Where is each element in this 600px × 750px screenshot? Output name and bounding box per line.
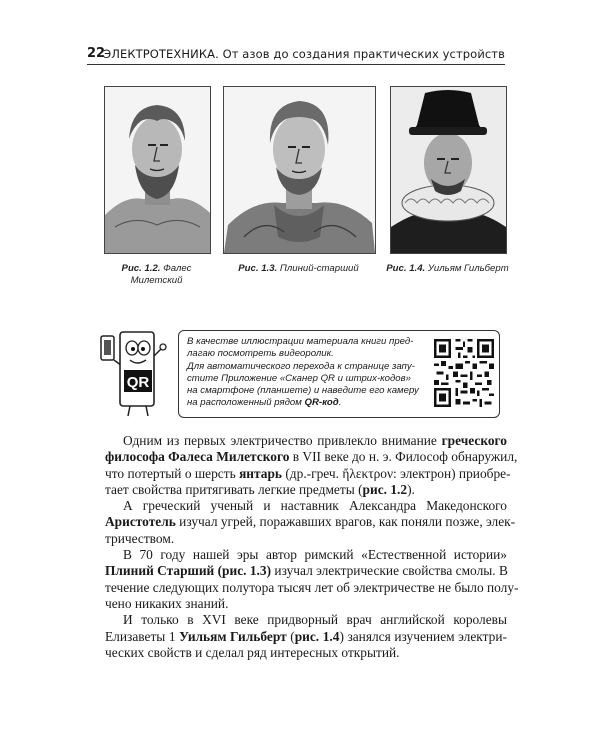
portrait-pliny-image: [223, 86, 376, 254]
text-run: изучал электрические свойства смолы. В: [271, 563, 508, 579]
qr-instruction-text: на расположенный рядом: [187, 397, 305, 409]
figure-caption-text: Уильям Гильберт: [427, 263, 509, 274]
qr-instruction-line: лагаю посмотреть видеоролик.: [187, 348, 334, 360]
text-run: В 70 году нашей эры автор римский «Естественной истории»: [123, 547, 507, 563]
bold-term: Аристотель: [105, 514, 176, 530]
bold-term: янтарь: [239, 465, 282, 481]
running-title: ЭЛЕКТРОТЕХНИКА. От азов до создания практических устройств: [103, 47, 505, 61]
text-run: А греческий ученый и наставник Александра Македонского: [123, 498, 507, 514]
paragraph-line: [105, 465, 511, 482]
text-run: ) занялся изучением электри-: [339, 628, 507, 644]
paragraph-line: [105, 563, 507, 579]
text-run: (: [286, 628, 295, 644]
bold-term: Уильям Гильберт: [179, 628, 287, 644]
qr-info-box: [178, 330, 500, 418]
portrait-thales-image: [104, 86, 211, 254]
paragraph-line: [105, 514, 516, 530]
paragraph-line: [105, 579, 519, 596]
paragraph-line: [105, 531, 507, 547]
qr-instruction-line: на смартфоне (планшете) и наведите его камеру: [187, 385, 419, 397]
body-text: [105, 433, 519, 661]
figure-reference: рис. 1.2: [362, 481, 408, 497]
text-run: тричеством.: [105, 530, 175, 546]
text-run: течение следующих полутора тысяч лет об электричестве не было полу-: [105, 579, 519, 595]
qr-mascot-label: QR: [126, 374, 150, 391]
paragraph-line: [105, 596, 507, 612]
text-run: Одним из первых электричество привлекло внимание: [123, 433, 442, 448]
text-run: чено никаких знаний.: [105, 595, 229, 611]
portrait-gilbert-image: [390, 86, 507, 254]
paragraph-line: [105, 449, 518, 465]
paragraph-line: [105, 498, 507, 514]
figure-reference: рис. 1.4: [294, 628, 340, 644]
text-run: тает свойства притягивать легкие предметы (: [105, 481, 363, 497]
qr-instruction-line: Для автоматического перехода к странице запу-: [187, 360, 415, 372]
figure-caption-1-4: [386, 263, 509, 275]
text-run: что потертый о шерсть: [105, 465, 240, 481]
figure-caption-text: Фалес: [163, 263, 192, 274]
text-run: Елизаветы 1: [105, 628, 180, 644]
qr-instruction-end: .: [338, 397, 342, 409]
qr-instruction-line: В качестве иллюстрации материала книги пред-: [187, 336, 414, 347]
running-header: [87, 44, 505, 65]
qr-mascot-icon: [100, 326, 168, 422]
paragraph-line: [105, 645, 507, 661]
paragraph-line: [105, 482, 507, 498]
bold-term: Плиний Старший (рис. 1.3): [105, 563, 272, 579]
paragraph-line: [105, 547, 507, 563]
figure-label: Рис. 1.3.: [238, 263, 278, 274]
qr-instruction-line: стите Приложение «Сканер QR и штрих-кодов»: [187, 372, 411, 384]
figure-caption-text: Плиний-старший: [279, 263, 359, 274]
text-run: изучал угрей, поражавших врагов, как поняли позже, элек-: [175, 514, 516, 530]
figure-caption-1-3: [223, 263, 374, 275]
text-run: ).: [407, 481, 415, 497]
qr-code-icon[interactable]: [434, 339, 494, 407]
qr-code-term: QR-код: [304, 397, 339, 409]
figure-caption-1-2: [104, 263, 209, 287]
qr-instruction-line: [187, 397, 429, 409]
paragraph-line: [105, 629, 507, 645]
figure-label: Рис. 1.4.: [386, 263, 426, 274]
figure-label: Рис. 1.2.: [121, 263, 161, 274]
page-number: 22: [87, 46, 106, 61]
paragraph-line: [105, 612, 507, 628]
qr-instructions: [187, 336, 429, 410]
figure-caption-text: Милетский: [130, 275, 183, 286]
bold-term: греческого: [441, 433, 507, 448]
text-run: (др.-греч. ἤλεκτρον: электрон) приобре-: [282, 465, 511, 481]
text-run: ческих свойств и сделал ряд интересных открытий.: [105, 644, 400, 660]
paragraph-line: [105, 433, 507, 449]
text-run: И только в XVI веке придворный врач английской королевы: [123, 612, 507, 628]
text-run: в VII веке до н. э. Философ обнаружил,: [289, 449, 518, 465]
bold-term: философа Фалеса Милетского: [105, 449, 290, 465]
